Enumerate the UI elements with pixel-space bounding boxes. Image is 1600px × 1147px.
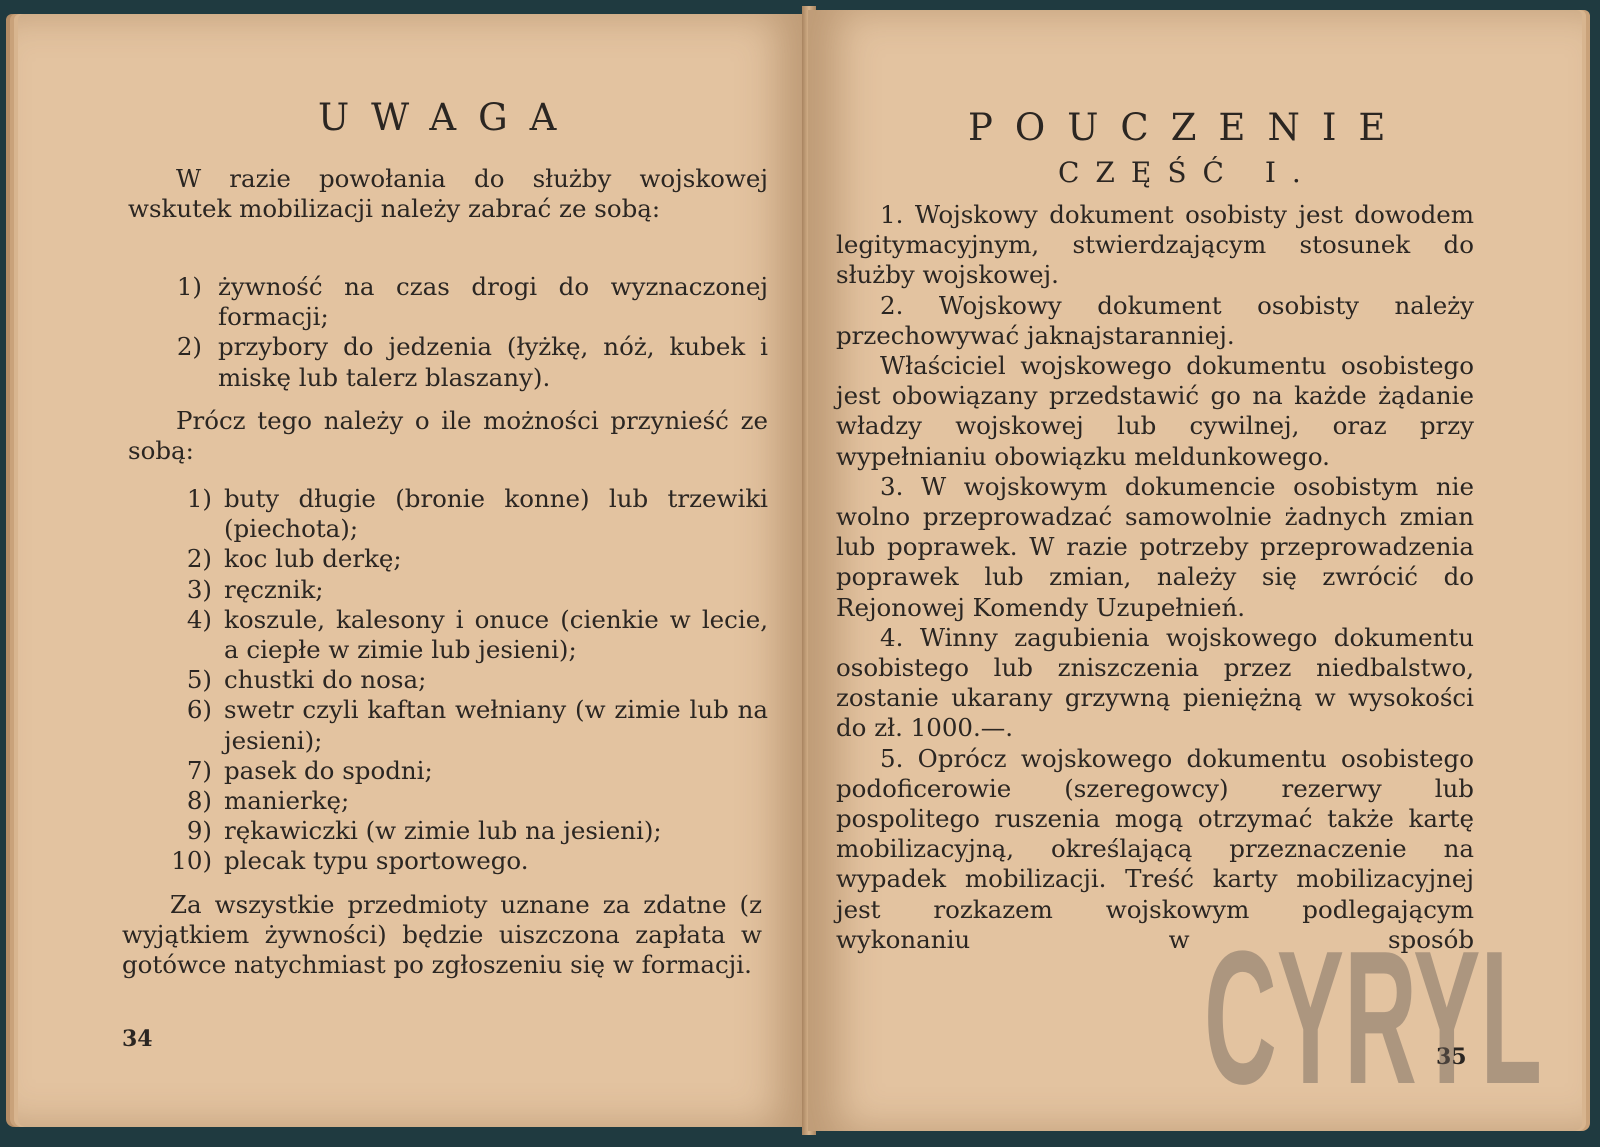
- right-page-body: [836, 200, 1474, 955]
- right-page-title: POUCZENIE: [968, 106, 1408, 149]
- paragraph-owner-duty: Właściciel wojskowego dokumentu osobistego jest obowiązany przedstawić go na każde żądanie władzy wojskowej lub cywilnej, oraz przy wypełnianiu obowiązku meldunkowego.: [836, 351, 1474, 471]
- watermark-text: CYRYL: [1204, 941, 1542, 1091]
- list-item: 4) koszule, kalesony i onuce (cienkie w lecie, a ciepłe w zimie lub jesieni);: [186, 604, 768, 665]
- list-item: 9) rękawiczki (w zimie lub na jesieni);: [186, 816, 662, 846]
- closing-paragraph: Za wszystkie przedmioty uznane za zdatne (z wyjątkiem żywności) będzie uiszczona zapłata w gotówce natychmiast po zgłoszeniu się w formacji.: [122, 890, 762, 980]
- list-item: 3) ręcznik;: [186, 574, 324, 604]
- required-items-list: [168, 272, 768, 393]
- list-item: 5) chustki do nosa;: [186, 665, 427, 695]
- list-item: 6) swetr czyli kaftan wełniany (w zimie lub na jesieni);: [186, 695, 768, 755]
- right-page-subtitle: CZĘŚĆ I.: [1058, 156, 1317, 189]
- additional-intro-paragraph: Prócz tego należy o ile możności przynieść ze sobą:: [128, 406, 768, 466]
- paragraph-4: 4. Winny zagubienia wojskowego dokumentu osobistego lub zniszczenia przez niedbalstwo, zostanie ukarany grzywną pieniężną w wysokości do zł. 1000.—.: [836, 622, 1474, 743]
- booklet-spread: [6, 6, 1594, 1141]
- list-item: 2) koc lub derkę;: [186, 544, 402, 574]
- intro-paragraph: W razie powołania do służby wojskowej wskutek mobilizacji należy zabrać ze sobą:: [128, 164, 768, 224]
- list-item: 1) buty długie (bronie konne) lub trzewiki (piechota);: [186, 484, 768, 544]
- list-item: 10) plecak typu sportowego.: [171, 846, 529, 876]
- list-item: 1) żywność na czas drogi do wyznaczonej formacji;: [176, 272, 768, 332]
- list-item: 8) manierkę;: [186, 786, 350, 816]
- list-item: 2) przybory do jedzenia (łyżkę, nóż, kubek i miskę lub talerz blaszany).: [176, 332, 768, 392]
- paragraph-2: 2. Wojskowy dokument osobisty należy przechowywać jaknajstaranniej.: [836, 290, 1474, 350]
- paragraph-1: 1. Wojskowy dokument osobisty jest dowodem legitymacyjnym, stwierdzającym stosunek do służby wojskowej.: [836, 200, 1474, 290]
- page-number-right: 35: [1436, 1044, 1467, 1070]
- page-number-left: 34: [122, 1026, 153, 1052]
- left-page-title: UWAGA: [318, 96, 579, 139]
- paragraph-5: 5. Oprócz wojskowego dokumentu osobistego podoficerowie (szeregowcy) rezerwy lub pospolitego ruszenia mogą otrzymać także kartę mobilizacyjną, określającą przeznaczenie na wypadek mobilizacji. Treść karty mobilizacyjnej jest rozkazem wojskowym podlegającym wykonaniu w sposób: [836, 743, 1474, 954]
- paragraph-3: 3. W wojskowym dokumencie osobistym nie wolno przeprowadzać samowolnie żadnych zmian lub poprawek. W razie potrzeby przeprowadzenia poprawek lub zmian, należy się zwrócić do Rejonowej Komendy Uzupełnień.: [836, 471, 1474, 622]
- additional-items-list: [168, 484, 768, 877]
- list-item: 7) pasek do spodni;: [186, 755, 433, 785]
- watermark-logo: [1204, 941, 1544, 1091]
- left-page: [18, 14, 808, 1127]
